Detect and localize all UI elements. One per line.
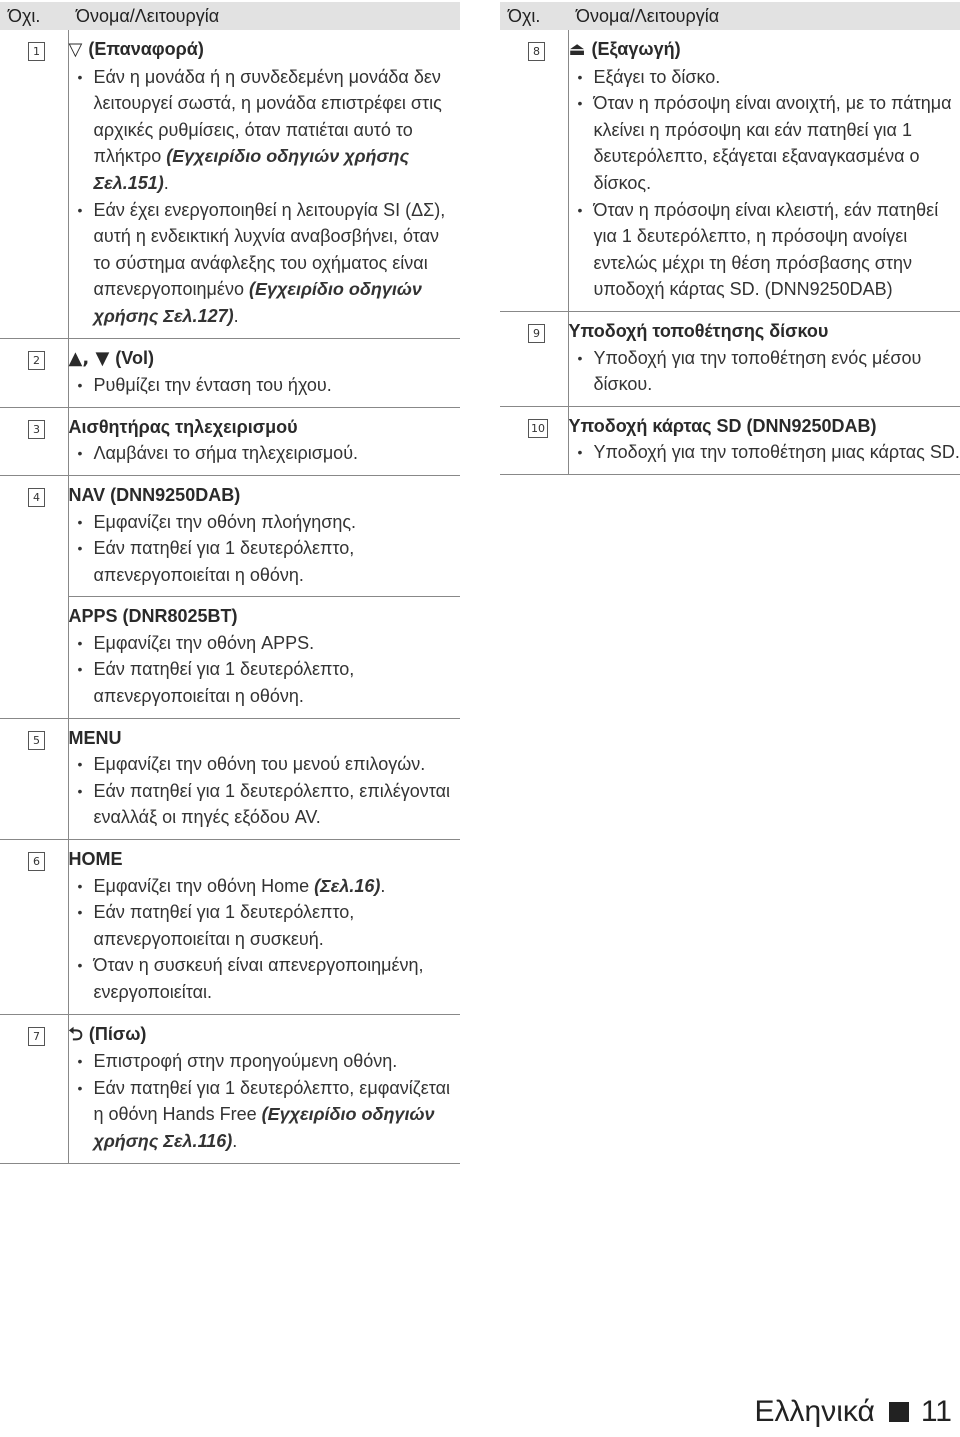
bullet-suffix: . xyxy=(233,305,239,326)
item-title-text: HOME xyxy=(68,849,123,870)
right-spec-table xyxy=(500,2,960,475)
bullet-text: Εμφανίζει την οθόνη πλοήγησης. xyxy=(93,511,357,532)
bullet-item xyxy=(569,197,960,303)
row-number-cell xyxy=(500,406,568,474)
footer-square-icon xyxy=(889,1402,909,1422)
row-content-cell xyxy=(68,1014,460,1163)
item-title xyxy=(69,725,461,752)
page-reference: (Εγχειρίδιο οδηγιών χρήσης Σελ.116) xyxy=(93,1104,435,1151)
row-number-cell xyxy=(0,1014,68,1163)
bullet-item xyxy=(69,372,461,399)
item-title xyxy=(569,413,960,440)
bullet-item xyxy=(69,64,461,197)
page-reference: (Σελ.16) xyxy=(314,875,381,896)
item-title-text: (Επαναφορά) xyxy=(88,39,204,59)
row-number-cell xyxy=(0,718,68,839)
bullet-item xyxy=(69,197,461,330)
left-column xyxy=(0,2,460,1164)
bullet-text: Υποδοχή για την τοποθέτηση μιας κάρτας SD. xyxy=(593,442,960,463)
header-name: Όνομα/Λειτουργία xyxy=(568,2,960,30)
row-content-cell xyxy=(68,338,460,407)
bullet-suffix: . xyxy=(232,1130,238,1151)
bullet-list xyxy=(569,64,960,303)
bullet-text: Εάν η μονάδα ή η συνδεδεμένη μονάδα δεν λειτουργεί σωστά, η μονάδα επιστρέφει στις αρχικές ρυθμίσεις, όταν πατιέται αυτό το πλήκτρο xyxy=(93,66,442,167)
row-content-cell xyxy=(568,30,960,311)
bullet-item xyxy=(569,345,960,398)
item-title-text: MENU xyxy=(68,727,122,748)
row-number-cell xyxy=(0,407,68,475)
bullet-list xyxy=(569,439,960,466)
bullet-item xyxy=(69,778,461,831)
item-number-marker: 10 xyxy=(528,419,548,438)
item-title-text: Αισθητήρας τηλεχειρισμού xyxy=(68,416,298,437)
item-title-text: (Vol) xyxy=(115,347,154,368)
row-number-cell xyxy=(500,311,568,406)
item-number-marker: 6 xyxy=(28,852,45,871)
bullet-text: Όταν η συσκευή είναι απενεργοποιημένη, ενεργοποιείται. xyxy=(93,955,424,1002)
item-number-marker: 4 xyxy=(28,488,45,507)
bullet-text: Υποδοχή για την τοποθέτηση ενός μέσου δίσκου. xyxy=(593,347,922,395)
row-content-cell xyxy=(68,597,460,718)
bullet-list xyxy=(69,751,461,831)
item-title-text: Υποδοχή κάρτας SD (DNN9250DAB) xyxy=(568,415,877,436)
table-header xyxy=(0,2,460,30)
header-num: Όχι. xyxy=(0,2,68,30)
item-title xyxy=(69,414,461,441)
item-title-text: NAV (DNN9250DAB) xyxy=(68,484,241,505)
row-content-cell xyxy=(68,407,460,475)
bullet-text: Επιστροφή στην προηγούμενη οθόνη. xyxy=(93,1051,398,1072)
table-row xyxy=(0,338,460,407)
bullet-text: Εμφανίζει την οθόνη APPS. xyxy=(93,632,315,653)
row-number-cell xyxy=(0,840,68,1015)
bullet-text: Ρυθμίζει την ένταση του ήχου. xyxy=(93,375,332,396)
row-content-cell xyxy=(568,406,960,474)
table-row xyxy=(500,311,960,406)
footer-language: Ελληνικά xyxy=(754,1395,875,1428)
button-symbol-icon: ⏏ xyxy=(568,39,586,60)
bullet-list xyxy=(69,372,461,399)
item-title xyxy=(569,318,960,345)
bullet-text: Εξάγει το δίσκο. xyxy=(593,66,721,87)
bullet-text: Εάν πατηθεί για 1 δευτερόλεπτο, απενεργοποιείται η συσκευή. xyxy=(93,902,355,949)
bullet-list xyxy=(569,345,960,398)
item-number-marker: 1 xyxy=(28,42,45,61)
page-number: 11 xyxy=(920,1395,952,1428)
page-reference: (Εγχειρίδιο οδηγιών χρήσης Σελ.151) xyxy=(93,146,410,193)
bullet-text: Όταν η πρόσοψη είναι κλειστή, εάν πατηθεί για 1 δευτερόλεπτο, η πρόσοψη ανοίγει εντελώς μέχρι τη θέση πρόσβασης στην υποδοχή κάρτας SD. (DNN9250DAB) xyxy=(593,199,939,300)
table-row xyxy=(0,407,460,475)
bullet-item xyxy=(69,873,461,900)
item-title-text: (Εξαγωγή) xyxy=(591,39,681,59)
row-content-cell xyxy=(68,30,460,338)
bullet-list xyxy=(69,630,461,710)
bullet-text: Εάν πατηθεί για 1 δευτερόλεπτο, απενεργοποιείται η οθόνη. xyxy=(93,659,355,707)
bullet-item xyxy=(569,439,960,466)
row-content-cell xyxy=(68,475,460,596)
row-number-cell xyxy=(0,597,68,718)
row-number-cell xyxy=(0,30,68,338)
bullet-item xyxy=(69,1048,461,1075)
row-content-cell xyxy=(68,840,460,1015)
bullet-list xyxy=(69,1048,461,1154)
row-number-cell xyxy=(500,30,568,311)
item-number-marker: 7 xyxy=(28,1027,45,1046)
bullet-item xyxy=(69,952,461,1005)
item-title xyxy=(69,603,461,630)
bullet-suffix: . xyxy=(163,172,169,193)
item-number-marker: 5 xyxy=(28,731,45,750)
header-num: Όχι. xyxy=(500,2,568,30)
bullet-text: Όταν η πρόσοψη είναι ανοιχτή, με το πάτημα κλείνει η πρόσοψη και εάν πατηθεί για 1 δευτερόλεπτο, εξάγεται εξαναγκασμένα ο δίσκος. xyxy=(593,93,952,193)
item-title xyxy=(69,482,461,509)
table-row xyxy=(0,30,460,338)
row-content-cell xyxy=(68,718,460,839)
bullet-item xyxy=(69,630,461,657)
table-row xyxy=(0,718,460,839)
bullet-text: Εμφανίζει την οθόνη Home xyxy=(93,875,315,896)
button-symbol-icon: ⮌ xyxy=(68,1023,83,1045)
bullet-list xyxy=(69,64,461,330)
table-row xyxy=(500,30,960,311)
bullet-suffix: . xyxy=(380,875,386,896)
page-reference: (Εγχειρίδιο οδηγιών χρήσης Σελ.127) xyxy=(93,279,422,326)
table-row xyxy=(0,1014,460,1163)
item-number-marker: 9 xyxy=(528,324,545,343)
right-column xyxy=(500,2,960,475)
button-symbol-icon: ▲, ▼ xyxy=(68,347,110,369)
page-footer xyxy=(755,1395,953,1429)
bullet-item xyxy=(569,64,960,91)
bullet-item xyxy=(69,899,461,952)
row-number-cell xyxy=(0,338,68,407)
bullet-text: Εάν πατηθεί για 1 δευτερόλεπτο, επιλέγονται εναλλάξ οι πηγές εξόδου AV. xyxy=(93,780,451,828)
item-title-text: (Πίσω) xyxy=(88,1023,147,1044)
item-number-marker: 3 xyxy=(28,420,45,439)
item-title xyxy=(69,36,461,64)
bullet-text: Εάν πατηθεί για 1 δευτερόλεπτο, εμφανίζεται η οθόνη Hands Free xyxy=(93,1077,450,1125)
bullet-item xyxy=(69,751,461,778)
bullet-item xyxy=(69,656,461,709)
row-content-cell xyxy=(568,311,960,406)
item-title xyxy=(69,846,461,873)
table-row xyxy=(0,840,460,1015)
header-name: Όνομα/Λειτουργία xyxy=(68,2,460,30)
bullet-item xyxy=(569,90,960,196)
table-header xyxy=(500,2,960,30)
item-title xyxy=(569,36,960,64)
bullet-text: Λαμβάνει το σήμα τηλεχειρισμού. xyxy=(93,443,359,464)
table-row xyxy=(500,406,960,474)
item-number-marker: 2 xyxy=(28,351,45,370)
item-title xyxy=(69,345,461,373)
right-table-body xyxy=(500,30,960,474)
bullet-item xyxy=(69,509,461,536)
item-title-text: APPS (DNR8025BT) xyxy=(68,606,238,627)
bullet-text: Εάν έχει ενεργοποιηθεί η λειτουργία SI (ΔΣ), αυτή η ενδεικτική λυχνία αναβοσβήνει, όταν το σύστημα ανάφλεξης του οχήματος είναι απενεργοποιημένο xyxy=(93,199,446,300)
bullet-item xyxy=(69,535,461,588)
row-number-cell xyxy=(0,475,68,596)
table-row xyxy=(0,597,460,718)
bullet-list xyxy=(69,440,461,467)
bullet-text: Εάν πατηθεί για 1 δευτερόλεπτο, απενεργοποιείται η οθόνη. xyxy=(93,538,355,585)
bullet-item xyxy=(69,1075,461,1155)
left-spec-table xyxy=(0,2,460,1164)
item-number-marker: 8 xyxy=(528,42,545,61)
button-symbol-icon: ▽ xyxy=(68,39,83,60)
table-row xyxy=(0,475,460,596)
bullet-text: Εμφανίζει την οθόνη του μενού επιλογών. xyxy=(93,754,426,775)
item-title xyxy=(69,1021,461,1049)
bullet-list xyxy=(69,509,461,589)
bullet-item xyxy=(69,440,461,467)
bullet-list xyxy=(69,873,461,1006)
left-table-body xyxy=(0,30,460,1163)
item-title-text: Υποδοχή τοποθέτησης δίσκου xyxy=(568,320,829,341)
